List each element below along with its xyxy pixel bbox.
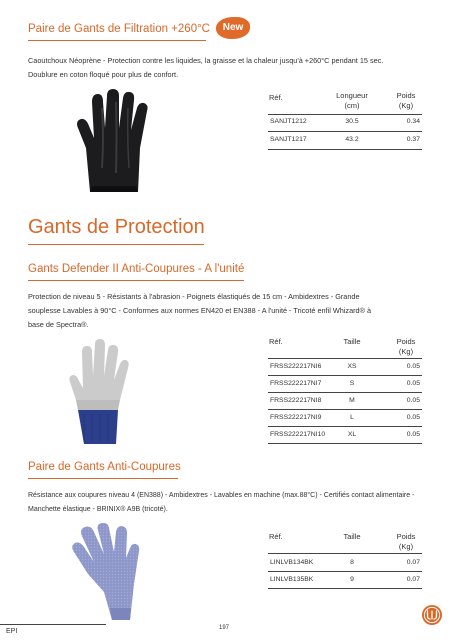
table-cell-ref: FRSS222217NI9	[270, 414, 322, 421]
table-cell-weight: 0.05	[406, 431, 420, 438]
black-glove-image	[72, 88, 162, 196]
description-line: Caoutchoux Néoprène - Protection contre les liquides, la graisse et la chaleur jusqu'à +260°C pendant 15 sec.	[28, 56, 384, 65]
blue-knit-glove-image	[66, 522, 146, 622]
table-cell-ref: LINLVB135BK	[270, 576, 314, 583]
table-header-ref: Réf.	[269, 337, 283, 346]
table-header-weight: Poids (Kg)	[396, 91, 416, 110]
table-cell-size: L	[350, 414, 354, 421]
brand-logo-icon	[421, 604, 443, 626]
table-cell-size: S	[349, 380, 355, 387]
description-line: base de Spectra®.	[28, 320, 89, 329]
new-badge: New	[216, 17, 250, 39]
table-divider	[268, 392, 422, 393]
main-title: Gants de Protection	[28, 216, 205, 238]
section-underline	[28, 478, 178, 479]
table-cell-weight: 0.05	[406, 397, 420, 404]
table-cell-weight: 0.07	[406, 576, 420, 583]
filtration-description	[28, 54, 438, 82]
table-cell-ref: LINLVB134BK	[270, 559, 314, 566]
table-cell-length: 30.5	[345, 118, 359, 125]
table-divider	[268, 443, 422, 444]
section-title-anti-cut: Paire de Gants Anti-Coupures	[28, 461, 181, 473]
table-cell-ref: FRSS222217NI8	[270, 397, 322, 404]
table-divider	[268, 149, 422, 150]
table-cell-weight: 0.05	[406, 414, 420, 421]
description-line: Protection de niveau 5 - Résistants à l'abrasion - Poignets élastiqués de 15 cm - Ambidextres - Grande	[28, 292, 360, 301]
table-header-length: Longueur (cm)	[336, 91, 368, 110]
table-cell-ref: FRSS222217NI6	[270, 363, 322, 370]
description-line: Résistance aux coupures niveau 4 (EN388) - Ambidextres - Lavables en machine (max.88°C) - Certifiés contact alimentaire -	[28, 492, 415, 499]
table-header-weight: Poids (Kg)	[396, 532, 416, 551]
table-cell-length: 43.2	[345, 136, 359, 143]
footer-rule	[0, 624, 106, 625]
table-divider	[268, 571, 422, 572]
table-cell-size: XL	[347, 431, 357, 438]
table-cell-size: XS	[347, 363, 357, 370]
table-divider	[268, 358, 422, 359]
page-number: 197	[219, 625, 230, 631]
table-divider	[268, 409, 422, 410]
description-line: Doublure en coton floqué pour plus de confort.	[28, 70, 179, 79]
table-header-ref: Réf.	[269, 532, 283, 541]
table-cell-weight: 0.05	[406, 363, 420, 370]
table-cell-weight: 0.07	[406, 559, 420, 566]
table-cell-size: 8	[350, 559, 354, 566]
table-cell-weight: 0.37	[406, 136, 420, 143]
table-divider	[268, 131, 422, 132]
table-header-size: Taille	[343, 337, 361, 346]
footer-section-label: EPI	[6, 628, 18, 635]
section-title-filtration: Paire de Gants de Filtration +260°C	[28, 23, 210, 35]
defender-description	[28, 290, 438, 332]
section-title-defender: Gants Defender II Anti-Coupures - A l'unité	[28, 263, 245, 275]
section-underline	[28, 280, 244, 281]
grey-blue-cuff-glove-image	[62, 338, 134, 446]
main-title-underline	[28, 244, 204, 245]
table-cell-size: M	[349, 397, 355, 404]
table-cell-weight: 0.05	[406, 380, 420, 387]
table-header-size: Taille	[343, 532, 361, 541]
anti-cut-description	[28, 489, 448, 517]
table-cell-ref: FRSS222217NI7	[270, 380, 322, 387]
table-cell-size: 9	[350, 576, 354, 583]
table-divider	[268, 375, 422, 376]
description-line: souplesse Lavables à 90°C - Conformes aux normes EN420 et EN388 - A l'unité - Tricoté enfil Whizard® à	[28, 306, 372, 315]
table-cell-ref: SANJT1212	[270, 118, 307, 125]
table-divider	[268, 426, 422, 427]
table-cell-weight: 0.34	[406, 118, 420, 125]
table-divider	[268, 114, 422, 115]
description-line: Manchette élastique - BRINIX® A9B (tricoté).	[28, 506, 168, 513]
section-underline	[28, 40, 206, 41]
table-cell-ref: SANJT1217	[270, 136, 307, 143]
table-header-ref: Réf.	[269, 93, 283, 102]
table-header-weight: Poids (Kg)	[396, 337, 416, 356]
table-divider	[268, 553, 422, 554]
table-cell-ref: FRSS222217NI10	[270, 431, 326, 438]
table-divider	[268, 588, 422, 589]
